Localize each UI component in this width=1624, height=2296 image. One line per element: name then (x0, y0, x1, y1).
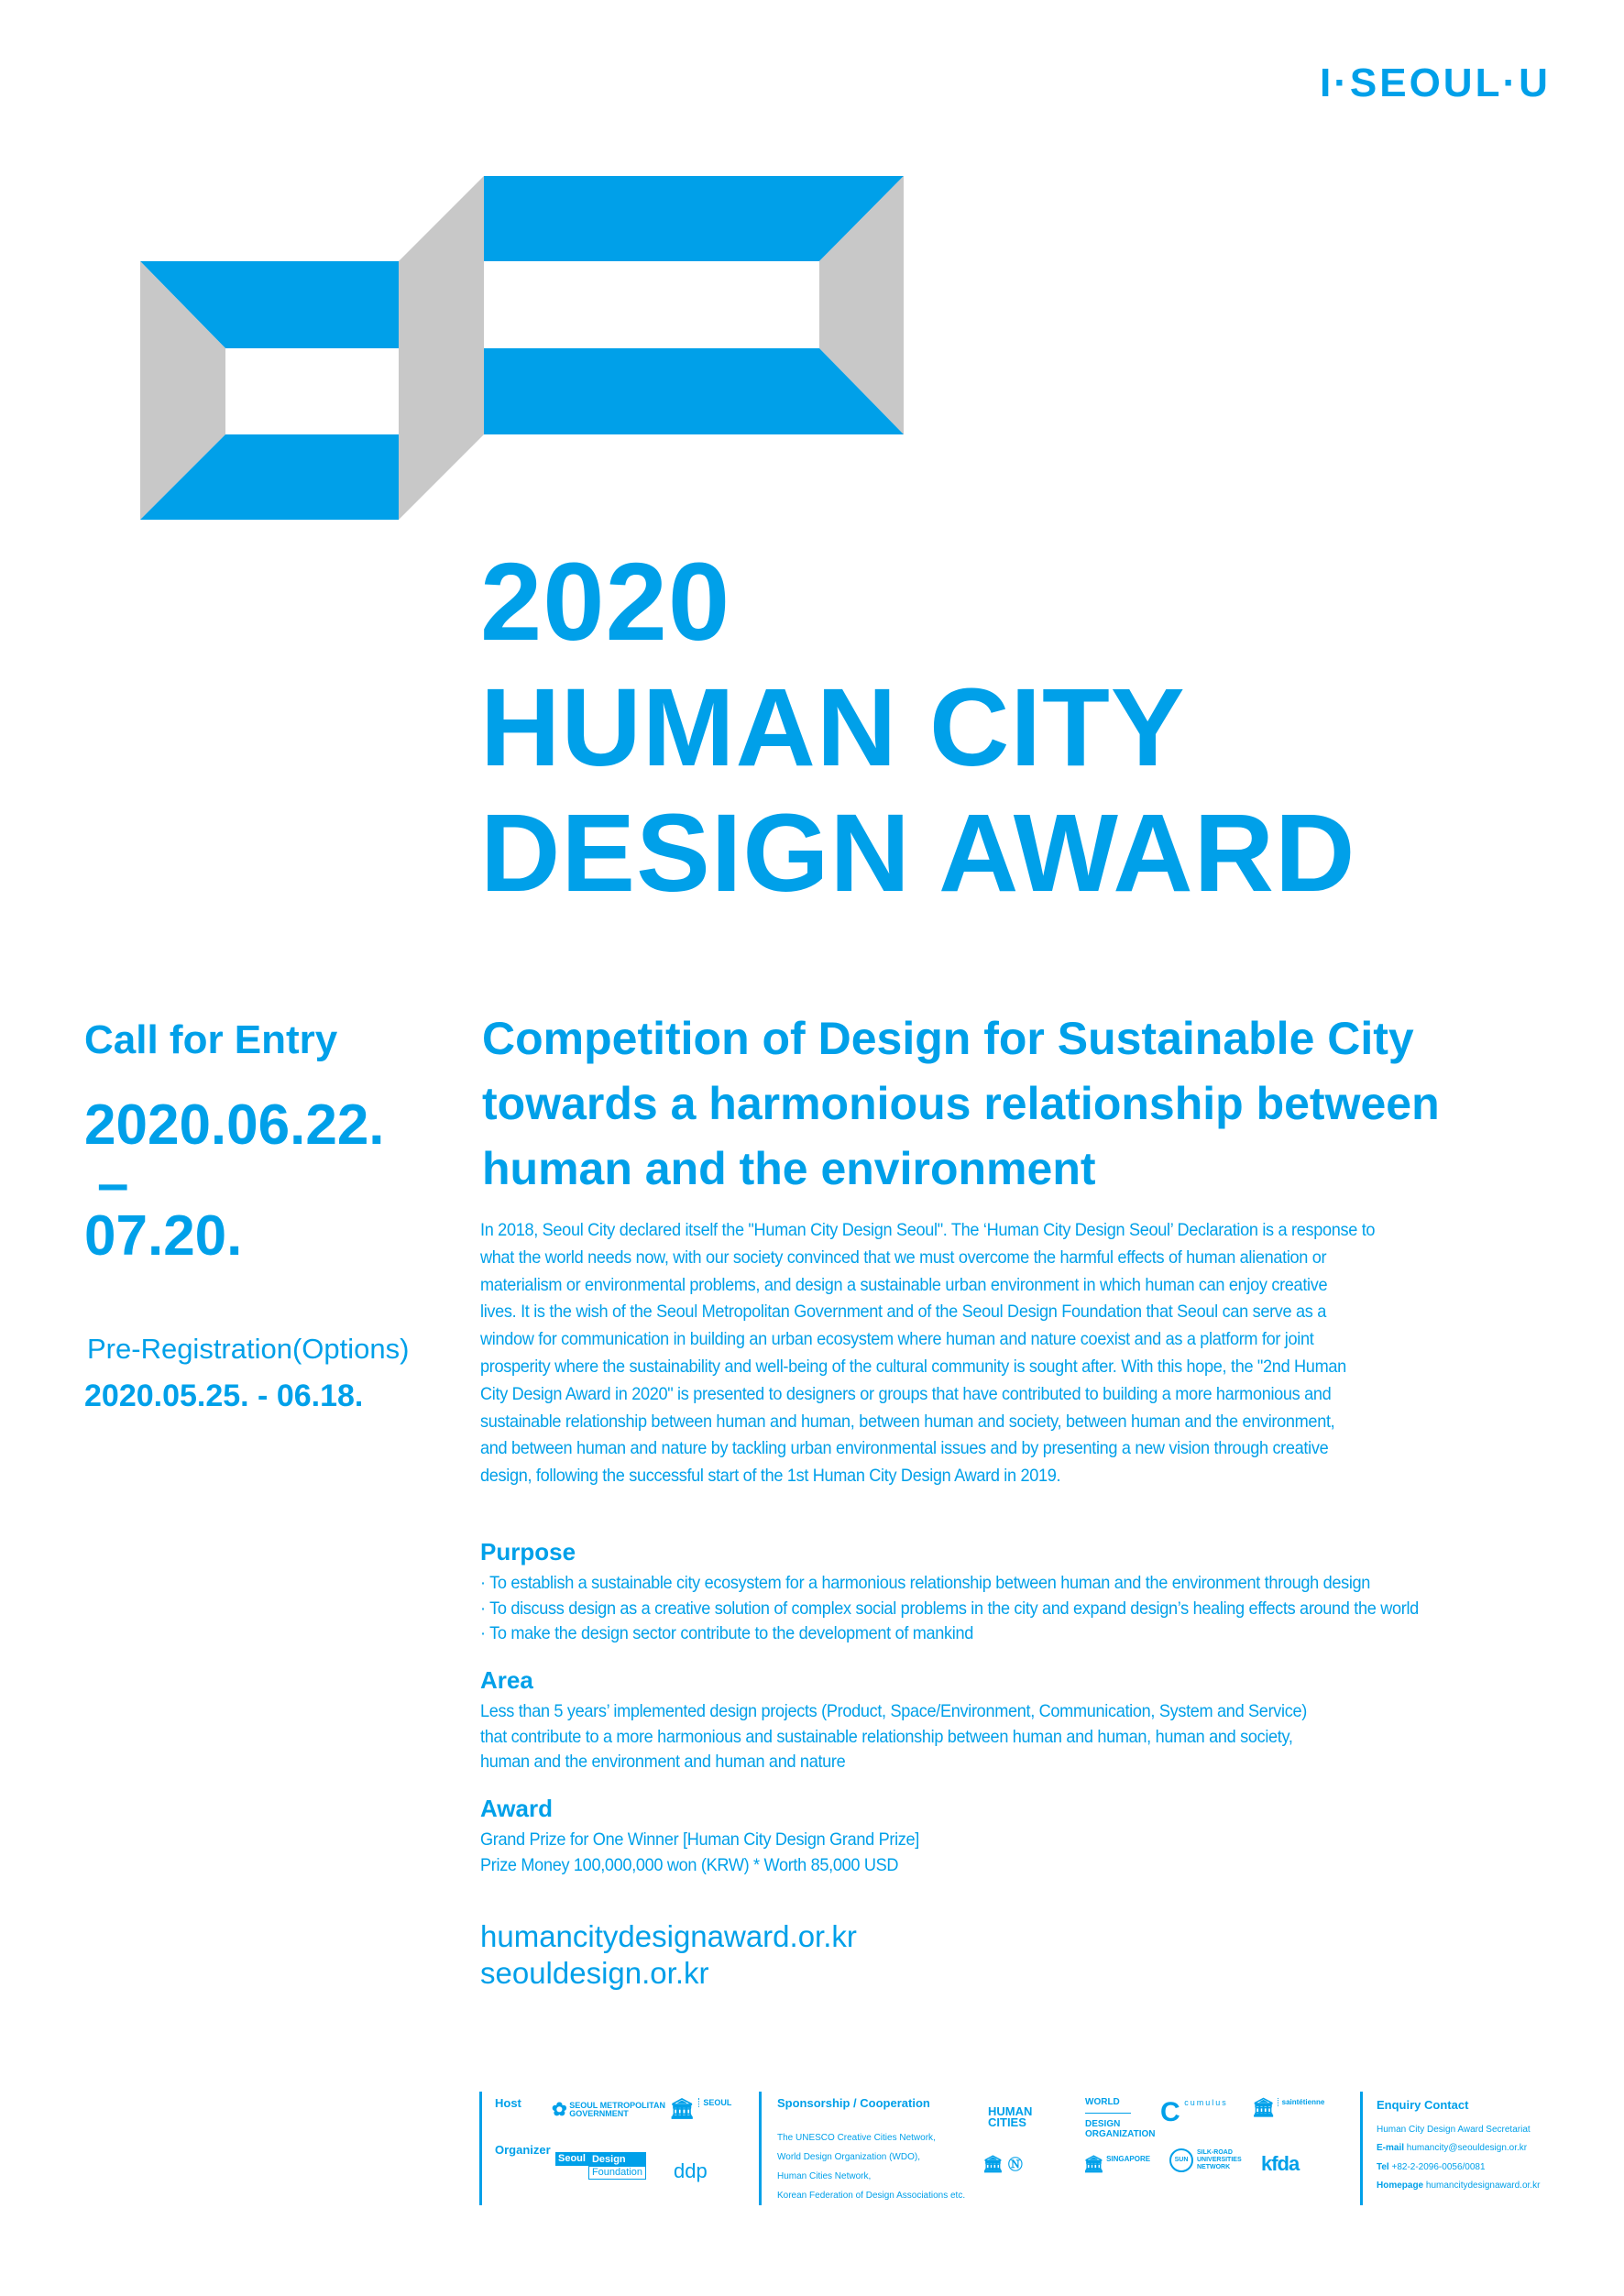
sponsor-list (777, 2128, 965, 2205)
logo-text: SEOUL (698, 2098, 731, 2107)
homepage-label: Homepage (1377, 2181, 1424, 2191)
purpose-item: · To discuss design as a creative solution of complex social problems in the city and expand design’s healing effects around the world (480, 1598, 1419, 1619)
link-seouldesign[interactable]: seouldesign.or.kr (480, 1956, 709, 1990)
intro-line: what the world needs now, with our society convinced that we must overcome the harmful effects of human alienation or (480, 1247, 1327, 1268)
i-seoul-u-logo: I·SEOUL·U (1320, 60, 1551, 105)
intro-line: City Design Award in 2020" is presented to designers or groups that have contributed to building a more harmonious and (480, 1383, 1332, 1404)
logo-text: Foundation (591, 2167, 642, 2178)
intro-line: and between human and nature by tackling urban environmental issues and by presenting a new vision through creative (480, 1438, 1329, 1459)
wdo-logo (1085, 2097, 1155, 2139)
key-visual-graphic (0, 0, 916, 550)
footer-divider (1360, 2092, 1363, 2205)
purpose-list (480, 1571, 1419, 1647)
sponsor-item: World Design Organization (WDO), (777, 2152, 920, 2162)
logo-text: SEOUL METROPOLITAN (569, 2101, 665, 2110)
sponsor-item: The UNESCO Creative Cities Network, (777, 2133, 936, 2143)
enquiry-org: Human City Design Award Secretariat (1377, 2124, 1531, 2135)
seoul-symbol-icon: ✿ (552, 2100, 567, 2120)
sun-emblem-icon: SUN (1169, 2148, 1193, 2172)
seoul-metropolitan-government-logo (552, 2101, 665, 2119)
homepage-value[interactable]: humancitydesignaward.or.kr (1425, 2181, 1541, 2191)
sponsor-item: Korean Federation of Design Associations etc. (777, 2191, 966, 2201)
title-year: 2020 (480, 539, 731, 664)
logo-text: cumulus (1184, 2098, 1228, 2107)
date-dash: – (97, 1152, 129, 1215)
area-text (480, 1699, 1307, 1775)
logo-text: DESIGN (1085, 2119, 1121, 2129)
ddp-logo: ddp (674, 2159, 708, 2182)
enquiry-title: Enquiry Contact (1377, 2098, 1469, 2112)
title-line1: HUMAN CITY (480, 665, 1186, 789)
award-line: Grand Prize for One Winner [Human City Design Grand Prize] (480, 1829, 920, 1850)
purpose-item: · To make the design sector contribute to the development of mankind (480, 1623, 974, 1643)
unesco-temple-icon: 🏛 (669, 2097, 695, 2120)
call-for-entry-label: Call for Entry (84, 1017, 338, 1062)
intro-line: prosperity where the sustainability and well-being of the cultural community is sought after. With this hope, the "2nd Human (480, 1356, 1346, 1377)
host-label: Host (495, 2096, 521, 2110)
award-line: Prize Money 100,000,000 won (KRW) * Worth 85,000 USD (480, 1854, 899, 1875)
logo-text: Seoul (555, 2152, 588, 2166)
heading-line: Competition of Design for Sustainable City (482, 1013, 1414, 1064)
organizer-label: Organizer (495, 2143, 551, 2157)
award-text (480, 1828, 919, 1878)
intro-line: materialism or environmental problems, and design a sustainable urban environment in which human can enjoy creative (480, 1274, 1328, 1295)
logo-text: GOVERNMENT (569, 2109, 629, 2118)
intro-line: design, following the successful start of the 1st Human City Design Award in 2019. (480, 1466, 1061, 1487)
unesco-seoul-logo (669, 2099, 731, 2119)
logo-text: WORLD (1085, 2097, 1131, 2114)
entry-start-date: 2020.06.22. (84, 1093, 385, 1157)
logo-text: CITIES (988, 2115, 1026, 2129)
main-heading (482, 1006, 1440, 1202)
intro-paragraph (480, 1217, 1375, 1490)
logo-text: SILK-ROAD (1197, 2149, 1233, 2156)
logo-text: ORGANIZATION (1085, 2129, 1156, 2139)
kfda-logo: kfda (1261, 2152, 1300, 2175)
seoul-design-foundation-logo (555, 2152, 646, 2180)
unesco-saint-etienne-logo (1252, 2099, 1324, 2117)
sponsorship-title: Sponsorship / Cooperation (777, 2096, 930, 2110)
unesco-temple-icon: 🏛 (982, 2155, 1004, 2173)
prereg-dates: 2020.05.25. - 06.18. (84, 1379, 364, 1413)
tel-label: Tel (1377, 2161, 1389, 2172)
intro-line: sustainable relationship between human and human, between human and society, between human and the environment, (480, 1411, 1335, 1432)
logo-text: HUMAN (988, 2104, 1033, 2118)
cumulus-logo (1160, 2099, 1228, 2126)
award-title: Award (480, 1795, 553, 1822)
logo-text: Design (589, 2153, 645, 2167)
area-line: human and the environment and human and nature (480, 1752, 846, 1772)
prereg-label: Pre-Registration(Options) (87, 1333, 410, 1365)
area-line: Less than 5 years’ implemented design projects (Product, Space/Environment, Communication, System and Service) (480, 1701, 1307, 1721)
intro-line: lives. It is the wish of the Seoul Metropolitan Government and of the Seoul Design Foundation that Seoul can serve as a (480, 1302, 1326, 1323)
intro-line: window for communication in building an urban ecosystem where human and nature coexist and as a platform for joint (480, 1329, 1314, 1350)
tel-value: +82-2-2096-0056/0081 (1391, 2161, 1486, 2172)
human-cities-logo (988, 2106, 1032, 2128)
title-line2: DESIGN AWARD (480, 790, 1356, 915)
link-humancitydesignaward[interactable]: humancitydesignaward.or.kr (480, 1919, 857, 1953)
purpose-title: Purpose (480, 1538, 576, 1565)
heading-line: human and the environment (482, 1143, 1096, 1194)
heading-line: towards a harmonious relationship between (482, 1078, 1440, 1129)
logo-text: saintétienne (1278, 2098, 1325, 2106)
area-line: that contribute to a more harmonious and sustainable relationship between human and human, human and society, (480, 1726, 1293, 1747)
enquiry-contact (1377, 2096, 1540, 2196)
email-value[interactable]: humancity@seouldesign.or.kr (1406, 2143, 1528, 2153)
logo-text: UNIVERSITIES (1197, 2157, 1242, 2163)
connector (399, 176, 484, 520)
silk-road-universities-logo (1169, 2148, 1242, 2172)
entry-end-date: 07.20. (84, 1204, 243, 1268)
area-title: Area (480, 1666, 533, 1694)
footer-divider (759, 2092, 762, 2205)
logo-text: NETWORK (1197, 2164, 1231, 2170)
unesco-nagoya-logo (982, 2156, 1023, 2173)
email-label: E-mail (1377, 2143, 1405, 2153)
intro-line: In 2018, Seoul City declared itself the "Human City Design Seoul". The ‘Human City Design Seoul’ Declaration is a response to (480, 1220, 1376, 1240)
unesco-singapore-logo (1083, 2156, 1150, 2172)
unesco-temple-icon: 🏛 (1252, 2098, 1276, 2118)
footer-divider (479, 2092, 482, 2205)
unesco-temple-icon: 🏛 (1083, 2155, 1104, 2173)
logo-text: SINGAPORE (1106, 2155, 1151, 2163)
nagoya-icon: Ⓝ (1007, 2158, 1023, 2173)
cumulus-c-icon: C (1160, 2097, 1180, 2127)
sponsor-item: Human Cities Network, (777, 2171, 872, 2181)
purpose-item: · To establish a sustainable city ecosystem for a harmonious relationship between human and the environment through design (480, 1573, 1371, 1593)
